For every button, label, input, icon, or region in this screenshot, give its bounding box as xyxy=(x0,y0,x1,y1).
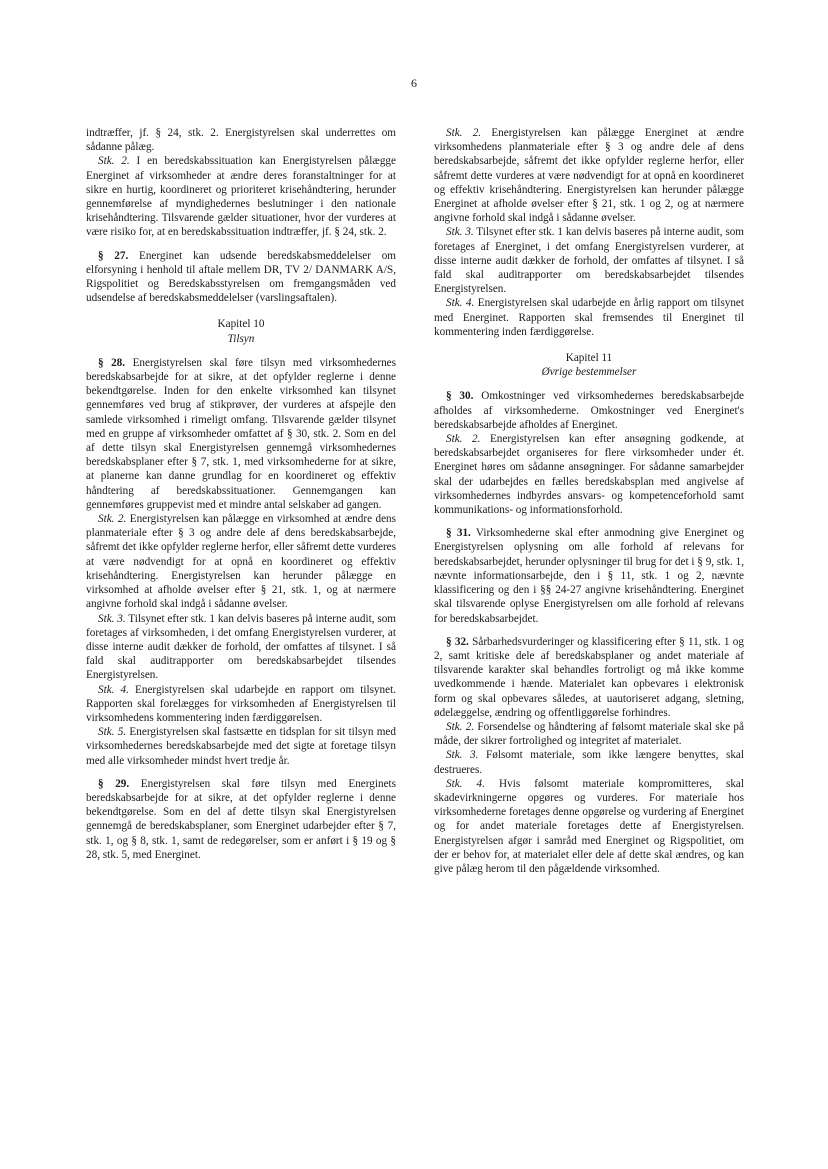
paragraph-text: Energistyrelsen kan efter ansøgning godkende, at beredskabsarbejdet organiseres for flere virksomheder under ét. Energinet høres om sådanne ansøgninger. For sådanne samarbejder skal der udarbejdes en fælles beredskabsplan med angivelse af virksomhedernes indbyrdes ansvars- og kompetenceforhold samt kommunikations- og informationsforhold. xyxy=(434,433,745,517)
section-number: § 28. xyxy=(98,356,126,369)
paragraph-text: Sårbarhedsvurderinger og klassificering efter § 11, stk. 1 og 2, samt kritiske dele af beredskabsplaner og andet materiale af tilsvarende karakter skal behandles fortroligt og må ikke komme uvedkommende i hænde. Materialet kan opbevares i elektronisk form og skal opbevares således, at uautoriseret adgang, sletning, ødelæggelse, ændring og offentliggørelse forhindres. xyxy=(434,635,744,719)
section-number: § 31. xyxy=(446,527,471,540)
section-32 xyxy=(434,635,744,720)
section-29-stk-2 xyxy=(434,126,744,225)
right-column xyxy=(434,126,744,876)
paragraph-text: Virksomhederne skal efter anmodning give Energinet og Energistyrelsen oplysning om alle forhold af relevans for beredskabsarbejdet, herunder oplysninger til brug for det i § 9, stk. 1, nævnte informationsarbejde, den i § 11, stk. 1 og 2, nævnte klassificering og den i §§ 24-27 angivne krisehåndtering. Energinet skal tilsvarende oplyse Energistyrelsen om alle forhold af relevans for beredskabsarbejdet. xyxy=(434,527,745,625)
paragraph-text: Energistyrelsen skal udarbejde en årlig rapport om tilsynet med Energinet. Rapporten skal fremsendes til Energinet til kommentering inden færdiggørelse. xyxy=(434,297,744,338)
stk-label: Stk. 4. xyxy=(446,297,475,310)
section-28-stk-5 xyxy=(86,725,396,768)
paragraph-text: Hvis følsomt materiale kompromitteres, skal skadevirkningerne opgøres og vurderes. For materiale hos virksomhederne foretages denne opgørelse og vurdering af Energinet og for andet materiale foretages dette af Energistyrelsen. Energistyrelsen afgør i samråd med Energinet og Rigspolitiet, om der er behov for, at materialet eller dele af dette skal ændres, og kan give pålæg herom til den pågældende virksomhed. xyxy=(434,777,745,875)
stk-label: Stk. 3. xyxy=(446,749,479,762)
section-30 xyxy=(434,389,744,432)
paragraph-text: Energistyrelsen kan pålægge Energinet at ændre virksomhedens planmateriale efter § 3 og andre dele af dens beredskabsarbejde, såfremt det ikke opfylder reglerne herfor, eller såfremt dette vurderes at være nødvendigt for at opnå en koordineret og effektiv krisehåndtering. Energistyrelsen kan herunder pålægge Energinet at afholde øvelser efter § 21, stk. 1 og 2, og at nærmere angivne forhold skal indgå i sådanne øvelser. xyxy=(434,127,744,225)
section-32-stk-2 xyxy=(434,720,744,748)
section-27 xyxy=(86,249,396,306)
paragraph-text: Tilsynet efter stk. 1 kan delvis baseres på interne audit, som foretages af Energinet, i det omfang Energistyrelsen vurderer, at disse interne audit dækker de forhold, der omfattes af tilsynet. I så fald skal auditrapporter om beredskabsarbejdet tilsendes Energistyrelsen. xyxy=(434,226,744,296)
paragraph-text: Forsendelse og håndtering af følsomt materiale skal ske på måde, der sikrer fortrolighed og integritet af materialet. xyxy=(434,720,744,748)
stk-label: Stk. 2. xyxy=(446,720,475,733)
stk-label: Stk. 2. xyxy=(446,433,481,446)
section-28-stk-3 xyxy=(86,612,396,683)
chapter-subtitle: Øvrige bestemmelser xyxy=(541,366,637,379)
stk-label: Stk. 2. xyxy=(446,127,482,139)
section-number: § 27. xyxy=(98,249,129,262)
stk-label: Stk. 3. xyxy=(446,226,474,239)
paragraph-text: Omkostninger ved virksomhedernes beredskabsarbejde afholdes af virksomhederne. Omkostninger ved Energinet's beredskabsarbejde afholdes af Energinet. xyxy=(434,390,744,431)
chapter-title: Kapitel 11 xyxy=(565,352,613,365)
stk-label: Stk. 4. xyxy=(98,683,129,696)
paragraph-text: Energistyrelsen skal føre tilsyn med Energinets beredskabsarbejde for at sikre, at det opfylder reglerne i denne bekendtgørelse. Som en del af dette tilsyn skal Energistyrelsen gennemgå de beredskabsplaner, som Energinet udarbejder efter § 7, stk. 1, og § 8, stk. 1, samt de redegørelser, som er anført i § 19 og § 28, stk. 5, med Energinet. xyxy=(86,777,397,861)
section-30-stk-2 xyxy=(434,432,744,517)
stk-label: Stk. 5. xyxy=(98,726,127,739)
stk-label: Stk. 2. xyxy=(98,155,130,168)
paragraph-text: Energinet kan udsende beredskabsmeddelelser om elforsyning i henhold til aftale mellem DR, TV 2/ DANMARK A/S, Rigspolitiet og Beredskabsstyrelsen om fremgangsmåden ved udsendelse af beredskabsmeddelelser (varslingsaftalen). xyxy=(86,249,396,305)
paragraph-text: Energistyrelsen skal føre tilsyn med virksomhedernes beredskabsarbejde for at sikre, at det opfylder reglerne i denne bekendtgørelse. Inden for den enkelte virksomhed kan tilsynet gennemføres ved brug af stikprøver, der vurderes at afspejle den samlede virksomhed i rimeligt omfang. Tilsvarende gælder tilsynet med en gruppe af virksomheder omfattet af § 30, stk. 2. Som en del af dette tilsyn skal Energistyrelsen gennemgå virksomhedernes beredskabsplaner efter § 7, stk. 1, med virksomhederne for at sikre, at planerne kan danne grundlag for en koordineret og effektiv håndtering af beredskabssituationer. Gennemgangen kan gennemføres gruppevist med et mindre antal selskaber ad gangen. xyxy=(86,356,396,511)
section-32-stk-3 xyxy=(434,748,744,776)
section-28 xyxy=(86,356,396,512)
stk-label: Stk. 4. xyxy=(446,777,485,790)
section-31 xyxy=(434,526,744,625)
section-32-stk-4 xyxy=(434,777,744,876)
left-column xyxy=(86,126,396,862)
section-28-stk-4 xyxy=(86,683,396,726)
chapter-subtitle: Tilsyn xyxy=(227,332,255,345)
section-29-stk-3 xyxy=(434,225,744,296)
paragraph-text: Energistyrelsen skal udarbejde en rapport om tilsynet. Rapporten skal forelægges for virksomheden af Energistyrelsen til virksomhedens kommentering inden færdiggørelsen. xyxy=(86,683,396,724)
section-29 xyxy=(86,777,396,862)
paragraph-text: I en beredskabssituation kan Energistyrelsen pålægge Energinet af virksomheder at ændre deres foranstaltninger for at sikre en hurtig, koordineret og prioriteret krisehåndtering, herunder gennemførelse af myndighedernes beslutninger i den nationale krisehåndtering. Tilsvarende gælder situationer, hvor der vurderes at være risiko for, at en beredskabssituation indtræffer, jf. § 24, stk. 2. xyxy=(86,155,396,239)
section-number: § 29. xyxy=(98,777,130,790)
chapter-title: Kapitel 10 xyxy=(217,318,265,331)
section-28-stk-2 xyxy=(86,512,396,611)
page-number: 6 xyxy=(411,76,417,90)
stk-label: Stk. 3. xyxy=(98,612,126,625)
paragraph-text: Energistyrelsen skal fastsætte en tidsplan for sit tilsyn med virksomhedernes beredskabsarbejde med det sigte at foretage tilsyn med alle virksomheder mindst hvert tredje år. xyxy=(86,726,396,767)
paragraph-text: Tilsynet efter stk. 1 kan delvis baseres på interne audit, som foretages af virksomheden, i det omfang Energistyrelsen vurderer, at disse interne audit dækker de forhold, der omfattes af tilsynet. I så fald skal auditrapporter om beredskabsarbejdet tilsendes Energistyrelsen. xyxy=(86,612,396,682)
left-paragraph-1: indtræffer, jf. § 24, stk. 2. Energistyrelsen skal underrettes om sådanne pålæg. xyxy=(86,127,396,154)
left-paragraph-2 xyxy=(86,154,396,239)
paragraph-text: Følsomt materiale, som ikke længere benyttes, skal destrueres. xyxy=(434,749,744,776)
stk-label: Stk. 2. xyxy=(98,513,127,526)
section-number: § 30. xyxy=(446,390,474,403)
paragraph-text: Energistyrelsen kan pålægge en virksomhed at ændre dens planmateriale efter § 3 og andre dele af dens beredskabsarbejde, såfremt det ikke opfylder reglerne herfor, eller såfremt dette vurderes at være nødvendigt for at opnå en koordineret og effektiv krisehåndtering. Energistyrelsen kan herunder pålægge en virksomhed at afholde øvelser efter § 21, stk. 1, og at nærmere angivne forhold skal indgå i sådanne øvelser. xyxy=(86,513,396,611)
section-number: § 32. xyxy=(446,635,469,648)
section-29-stk-4 xyxy=(434,296,744,339)
